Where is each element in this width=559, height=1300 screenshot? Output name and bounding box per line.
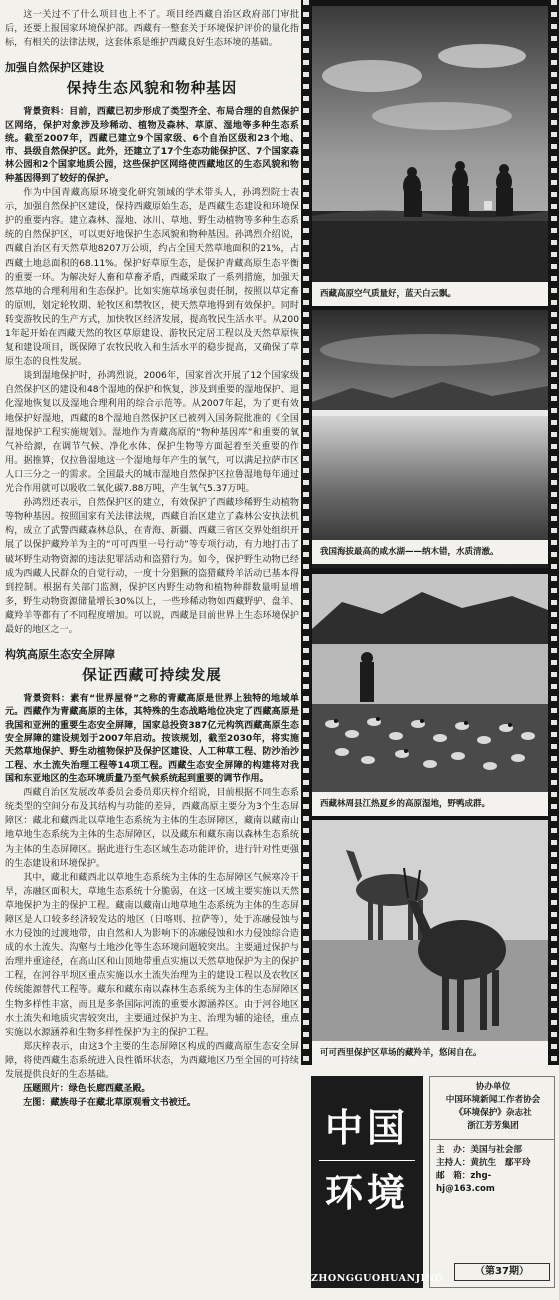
photo-4-image <box>312 820 548 1045</box>
section2-kicker: 构筑高原生态安全屏障 <box>5 648 115 662</box>
section1-headline: 保持生态风貌和物种基因 <box>66 81 238 98</box>
issue-number: （第37期） <box>454 1263 550 1281</box>
logo-pinyin: ZHONGGUOHUANJING <box>311 1273 444 1284</box>
logo-divider <box>319 1160 415 1161</box>
section1-paragraph-2: 谈到湿地保护时，孙鸿烈说，2006年，国家首次开展了12个国家级自然保护区的建设和48个湿地的保护和恢复，涉及到重要的湿地保护、退化湿地恢复以及湿地合理利用的综合示范等。从2007年起，为了更有效地保护好湿地，西藏的8个湿地自然保护区已被列入国务院批准的《全国湿地保护工程实施规划》。湿地作为青藏高原的“物种基因库”和重要的氧气补给源，在调节气候、净化水体、保护生物等方面起着至关重要的作用。据推算，仅拉鲁湿地这一个湿地每年产生的氧气，可以满足拉萨市区人口三分之一的需求。全国最大的城市湿地自然保护区拉鲁湿地每年通过光合作用就可以吸收二氧化碳7.88万吨，产生氧气5.37万吨。 <box>5 371 299 495</box>
photo-2-image <box>312 310 548 568</box>
section2-paragraph-3: 郑庆梓表示，由这3个主要的生态屏障区构成的西藏高原生态安全屏障，将使西藏生态系统进入良性循环状态，为西藏地区乃至全国的可持续发展提供良好的生态基础。 <box>5 1041 299 1081</box>
cosponsor-1: 中国环境新闻工作者协会 <box>445 1095 541 1105</box>
section2-paragraph-2: 其中，藏北和藏西北以草地生态系统为主体的生态屏障区气候寒冷干旱，冻融区面积大，草地生态系统十分脆弱，在这一区域主要实施以天然草地保护为主的保护工程。藏南以藏南山地草地生态系统为主体的生态屏障区是人口较多经济较发达的地区（日喀则、拉萨等），处于冻融侵蚀与水力侵蚀的过渡地带，由自然和人为影响下的冻融侵蚀和水力侵蚀综合造成的水土流失、沟壑与土地沙化等生态环境问题较突出。主要通过保护与治理并重途径，在高山区和山顶地带重点实施以天然草地保护为主的保护工程，在河谷平坝区重点实施以水土流失治理为主的建设工程以及农牧区传统能源替代工程等。藏东和藏东南以森林生态系统为主体的生态屏障区生物多样性丰富，而且是多条国际河流的重要水源涵养区。由于河谷地区水土流失和地质灾害较突出，主要通过保护为主、治理为辅的途径，重点实施以水源涵养和生物多样性保护为主的保护工程。 <box>5 872 299 1038</box>
photo-credit-title: 压题照片：绿色长廊西藏圣殿。 <box>23 1084 151 1095</box>
background-label: 背景资料： <box>23 694 71 705</box>
section1-background <box>5 106 299 186</box>
cosponsor-label: 协办单位 <box>475 1082 511 1092</box>
info-divider <box>430 1139 554 1140</box>
section2-background <box>5 693 299 786</box>
editors-line: 主持人：黄抗生 鄢平玲 <box>436 1158 531 1168</box>
masthead-info-box <box>429 1076 555 1288</box>
cosponsor-3: 浙江芳芳集团 <box>467 1121 519 1131</box>
photo-3-caption: 西藏林周县江热夏乡的高原湿地，野鸭成群。 <box>312 792 548 816</box>
background-text: 素有“世界屋脊”之称的青藏高原是世界上独特的地域单元。西藏作为青藏高原的主体，其特殊的生态战略地位决定了西藏高原是我国和亚洲的重要生态安全屏障，国家总投资387亿元构筑西藏高原生态安全屏障的建设规划于2007年启动。按该规划，截至2030年，将实施天然草地保护、野生动植物保护及保护区建设、人工种草工程、防沙治沙工程、水土流失治理工程等14项工程。西藏生态安全屏障的构建将对我国和东亚地区的生态环境质量乃至气候系统起到重要的调节作用。 <box>5 694 299 784</box>
photo-1-image <box>312 6 548 282</box>
section1-paragraph-1: 作为中国青藏高原环境变化研究领域的学术带头人，孙鸿烈院士表示，加强自然保护区建设，保持西藏原始生态，是西藏生态建设和环境保护的重要内容。建立森林、湿地、冰川、草地、野生动植物等多种生态系统的自然保护区，可以更好地保护生态风貌和物种基因。孙鸿烈介绍说，西藏自治区有天然草地8207万公顷，约占全国天然草地面积的21%，占西藏土地总面积的68.11%。保护好草原生态，是保护青藏高原生态平衡的重要一环。为解决好人畜和草畜矛盾，西藏采取了一系列措施，加强天然草地的合理利用和生态保护。比如实施草场承包责任制，按照以草定畜的原则，划定轮牧期、轮牧区和禁牧区，使天然草地得到有效保护。同时转变游牧民的生产方式，加快牧区经济发展，提高牧民生活水平。从2001年起开始在西藏天然的牧区草原建设、游牧民定居工程以及天然草原恢复和建设项目，既保障了农牧民收入和生活水平的稳步提高，又确保了草原生态的良性发展。 <box>5 188 299 368</box>
photo-3-image <box>312 574 548 810</box>
section1-paragraph-3: 孙鸿烈还表示，自然保护区的建立，有效保护了西藏珍稀野生动植物等物种基因。按照国家有关法律法规，西藏自治区建立了森林公安执法机构，成立了武警西藏森林总队，在青海、新疆、西藏三省区交界处组织开展了以保护藏羚羊为主的“可可西里一号行动”等专项行动，有力地打击了破坏野生动物资源的违法犯罪活动和盗猎行为。如今，保护野生动物已经成为西藏人民群众的自觉行动，一度十分猖獗的盗猎藏羚羊活动已基本得到控制。根据有关部门监测，保护区内野生动物和植物种群数量明显增多，野生动物资源储量增长30%以上，一些珍稀动物如西藏野驴、盘羊、藏羚羊等都有了不同程度增加。可以说，西藏是目前世界上生态环境保护最好的地区之一。 <box>5 498 299 635</box>
section2-headline: 保证西藏可持续发展 <box>82 668 222 685</box>
photo-2-caption: 我国海拔最高的咸水湖——纳木错，水质清澈。 <box>312 540 548 564</box>
email-line: 邮 箱：zhg-hj@163.com <box>436 1171 495 1194</box>
photo-tibetan-antelopes <box>312 820 548 1045</box>
logo-title-line-1: 中国 <box>324 1105 409 1150</box>
background-label: 背景资料： <box>23 107 70 118</box>
photo-1-caption: 西藏高原空气质量好，蓝天白云飘。 <box>312 282 548 306</box>
column-masthead <box>301 1068 559 1300</box>
cosponsor-2: 《环境保护》杂志社 <box>454 1108 532 1118</box>
photo-women-fetching-water <box>312 6 548 282</box>
section1-kicker: 加强自然保护区建设 <box>5 61 104 75</box>
photo-wetland-ducks <box>312 574 548 810</box>
film-perforation-left <box>303 0 309 1065</box>
photo-namtso-lake <box>312 310 548 568</box>
background-text: 目前，西藏已初步形成了类型齐全、布局合理的自然保护区网络，保护对象涉及珍稀动、植物及森林、草原、湿地等多种生态系统。截至2007年，西藏已建立9个国家级、6个自治区级和23个地、市、县级自然保护区。此外，还建立了17个生态功能保护区、7个国家森林公园和2个国家地质公园，这些保护区网络使西藏地区的生态风貌和物种基因得到了较好的保护。 <box>5 107 299 184</box>
photo-film-strip <box>301 0 559 1065</box>
film-perforation-right <box>551 0 557 1065</box>
photo-credit-left: 左图：藏族母子在藏北草原观看文书被迁。 <box>23 1098 196 1109</box>
logo-title-line-2: 环境 <box>324 1170 409 1215</box>
host-line: 主 办：美国与社会部 <box>436 1145 522 1155</box>
article-column <box>5 8 299 1298</box>
section2-paragraph-1: 西藏自治区发展改革委员会委员郑庆梓介绍说，目前根据不同生态系统类型的空间分布及其结构与功能的差异，西藏高原主要分为3个生态屏障区：藏北和藏西北以草地生态系统为主体的生态屏障区，藏南以藏南山地草地生态系统为主体的生态屏障区，以及藏东和藏东南以森林生态系统为主体的生态屏障区。据此进行生态区域生态功能评价，进行针对性更强的生态建设和环境保护。 <box>5 788 299 869</box>
intro-paragraph: 这一关过不了什么项目也上不了。项目经西藏自治区政府部门审批后，还要上报国家环境保护部。西藏有一整套关于环境保护评价的量化指标，有相关的法律法规，这套体系是维护西藏良好生态环境的基础。 <box>5 10 299 49</box>
photo-4-caption: 可可西里保护区草场的藏羚羊，悠闲自在。 <box>312 1041 548 1065</box>
china-environment-logo <box>311 1076 444 1288</box>
